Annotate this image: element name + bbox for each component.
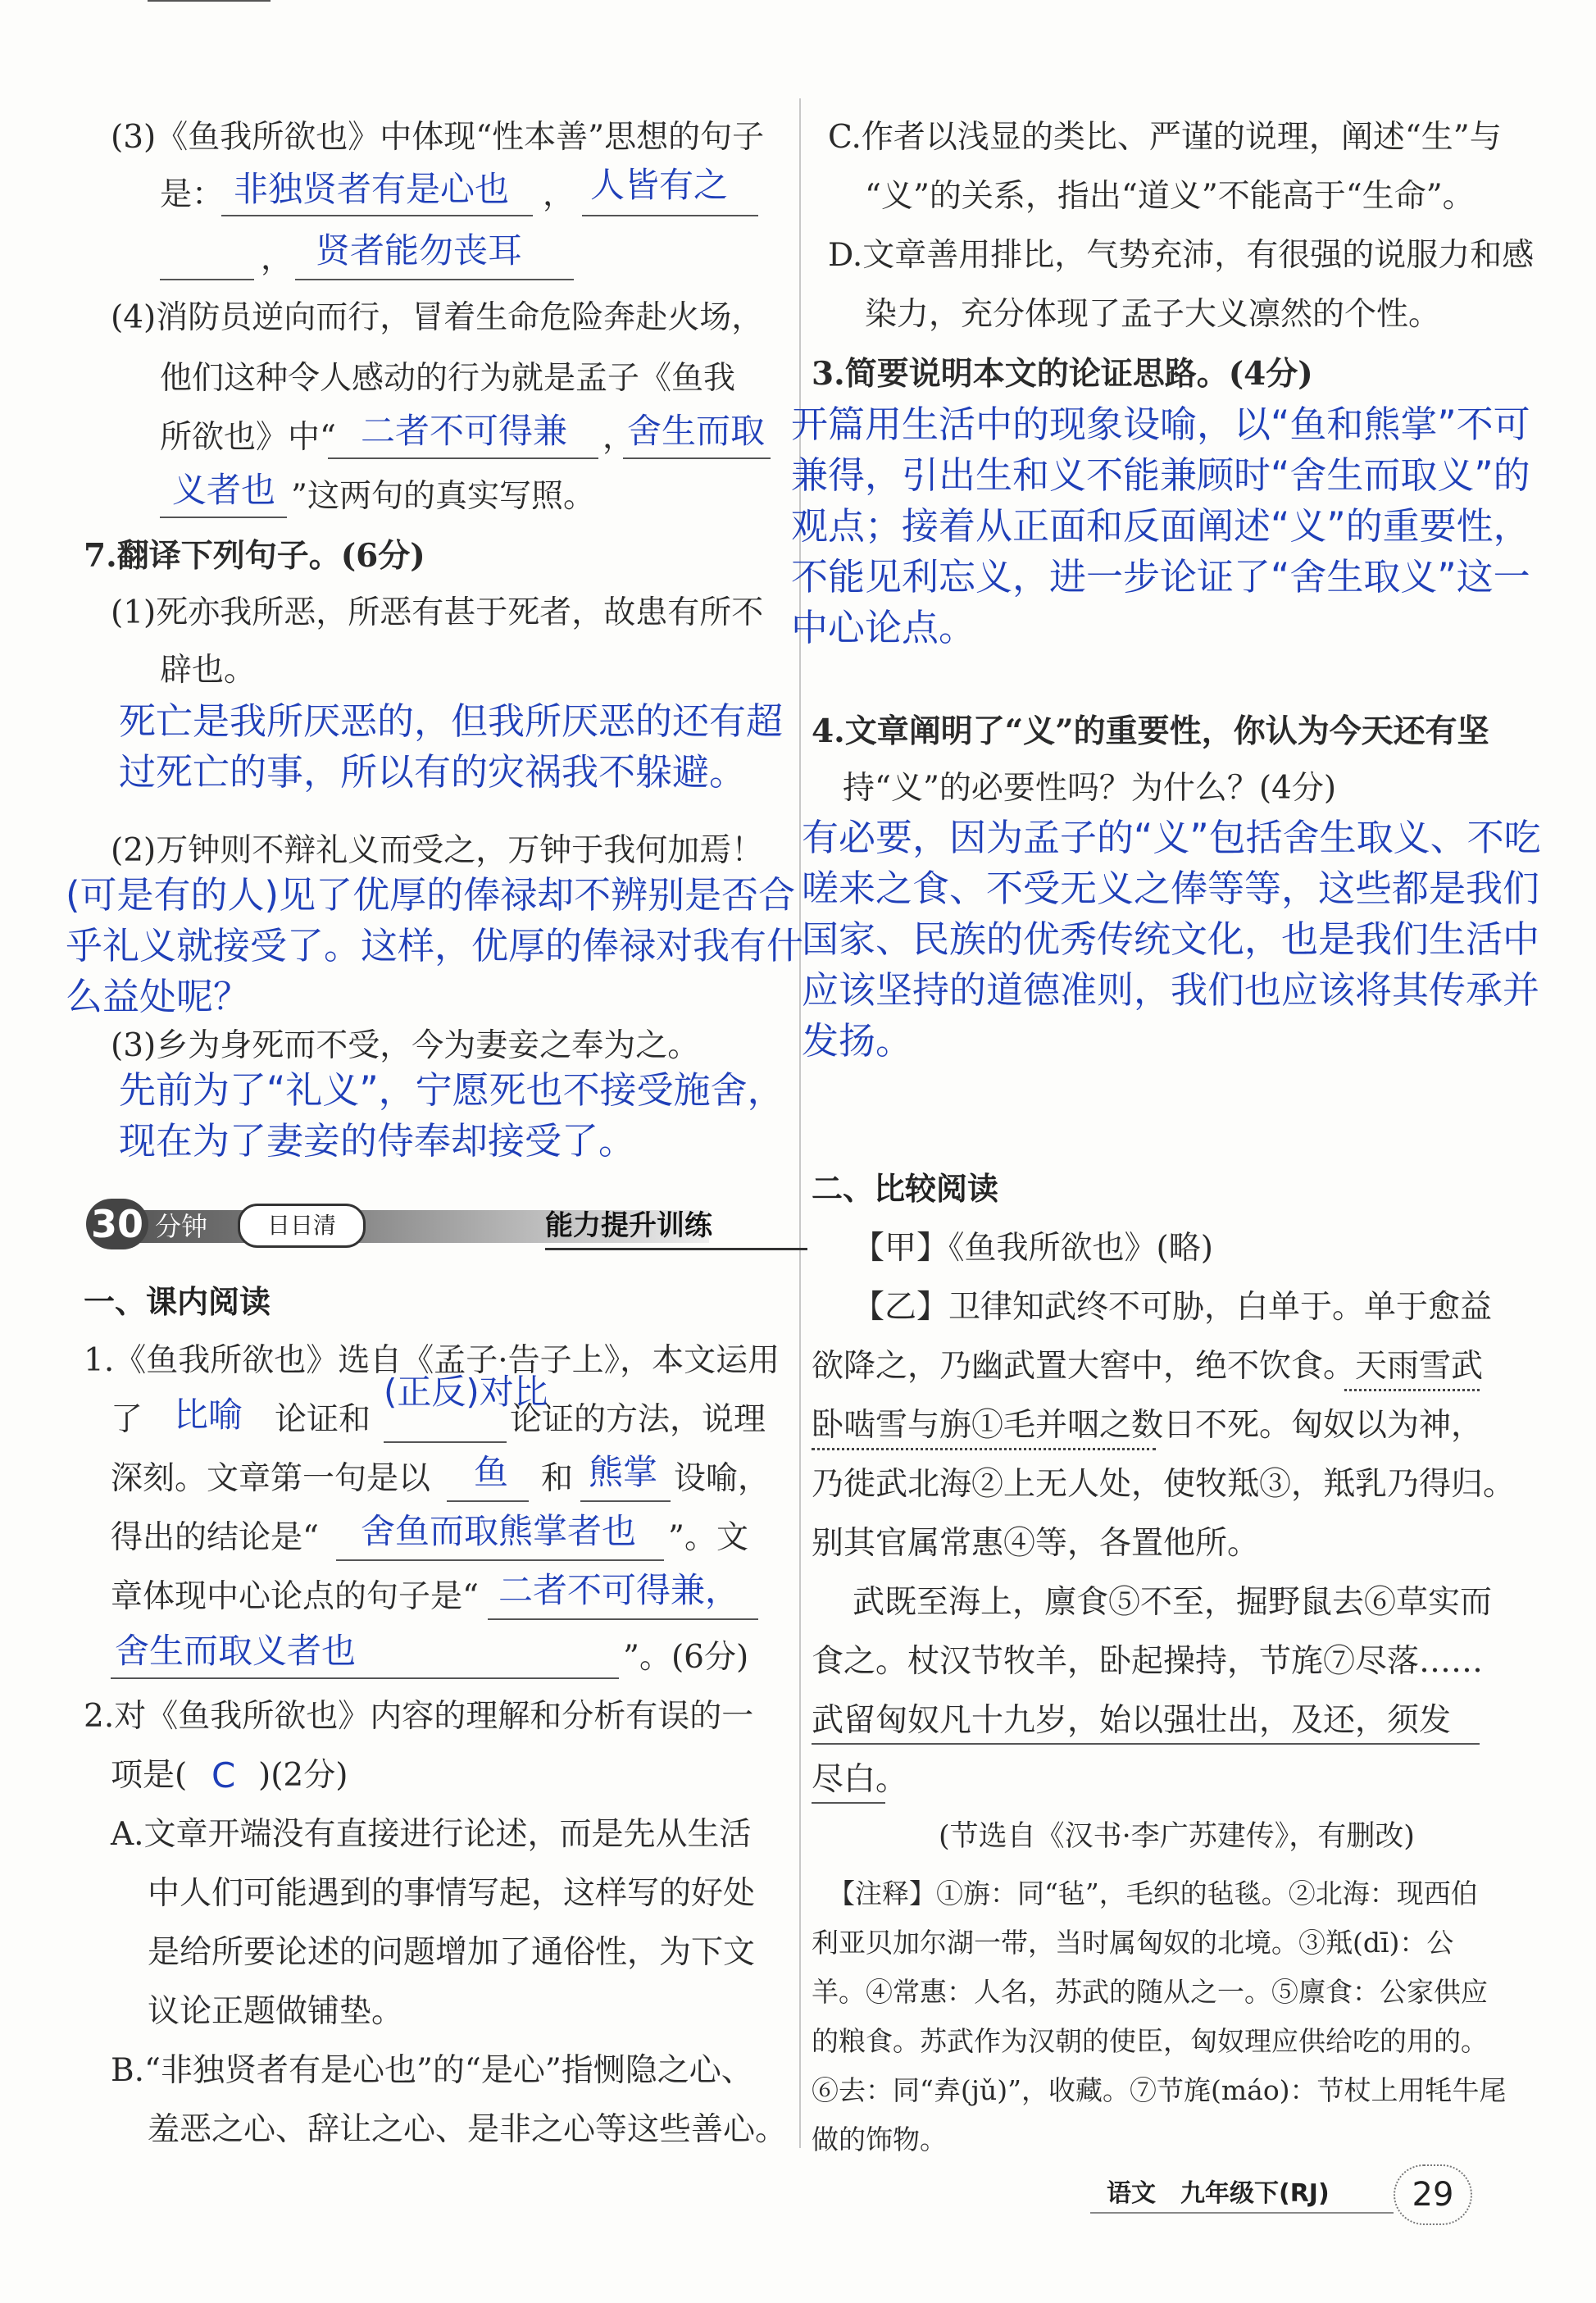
q6-4-prompt-c: 所欲也》中“ — [160, 419, 336, 456]
passage-yi-1: 【乙】卫律知武终不可胁，白单于。单于愈益 — [853, 1289, 1493, 1326]
blank-line — [160, 279, 254, 280]
comma: ， — [543, 176, 575, 213]
blank-line — [623, 457, 771, 459]
option-d-line1: D.文章善用排比，气势充沛，有很强的说服力和感 — [828, 237, 1535, 274]
q1-prompt-b2: 论证和 — [275, 1401, 371, 1438]
q3-answer-4: 不能见利忘义，进一步论证了“舍生取义”这一 — [791, 555, 1530, 599]
q1-answer-3: 鱼 — [474, 1452, 509, 1492]
blank-line — [160, 517, 287, 518]
banner-unit: 分钟 — [155, 1211, 208, 1242]
q1-prompt-c2: 和 — [541, 1460, 574, 1497]
q3-answer-3: 观点；接着从正面和反面阐述“义”的重要性， — [791, 504, 1530, 548]
passage-source: (节选自《汉书·李广苏建传》，有删改) — [939, 1820, 1415, 1853]
q7-1-answer-a: 死亡是我所厌恶的，但我所厌恶的还有超 — [119, 699, 784, 743]
blank-line — [221, 215, 533, 216]
q7-2-answer-c: 么益处呢？ — [66, 975, 251, 1018]
q3-answer-1: 开篇用生活中的现象设喻，以“鱼和熊掌”不可 — [791, 403, 1530, 446]
q1-prompt-c3: 设喻， — [674, 1460, 771, 1497]
q6-4-answer-1: 二者不可得兼 — [361, 411, 568, 451]
q4-answer-5: 发扬。 — [802, 1019, 913, 1063]
q6-4-answer-2: 舍生而取 — [627, 411, 766, 451]
note-line-5: ⑥去：同“弆(jǔ)”，收藏。⑦节旄(máo)：节杖上用牦牛尾 — [812, 2074, 1507, 2106]
blank-line — [582, 215, 758, 216]
option-b-line2: 羞恶之心、辞让之心、是非之心等这些善心。 — [148, 2111, 788, 2148]
section-heading-2: 二、比较阅读 — [812, 1171, 999, 1207]
option-a-line2: 中人们可能遇到的事情写起，这样写的好处 — [148, 1875, 756, 1912]
option-d-line2: 染力，充分体现了孟子大义凛然的个性。 — [865, 296, 1441, 333]
comma: ， — [261, 240, 293, 277]
q4-title-1: 4.文章阐明了“义”的重要性，你认为今天还有坚 — [812, 712, 1489, 750]
q6-3-answer-1: 非独贤者有是心也 — [234, 169, 510, 209]
q4-answer-2: 嗟来之食、不受无义之俸等等，这些都是我们 — [802, 867, 1540, 910]
option-a-line4: 议论正题做铺垫。 — [148, 1993, 404, 2030]
q1-prompt-a: 1.《鱼我所欲也》选自《孟子·告子上》，本文运用 — [84, 1342, 780, 1379]
q1-prompt-d2: ”。文 — [668, 1519, 748, 1556]
q1-answer-6: 二者不可得兼， — [498, 1570, 740, 1610]
comma: ， — [602, 419, 635, 456]
q2-prompt-a: 2.对《鱼我所欲也》内容的理解和分析有误的一 — [84, 1698, 754, 1735]
q7-1-prompt-a: (1)死亦我所恶，所恶有甚于死者，故患有所不 — [111, 594, 764, 631]
q3-answer-2: 兼得，引出生和义不能兼顾时“舍生而取义”的 — [791, 453, 1530, 497]
note-line-3: 羊。④常惠：人名，苏武的随从之一。⑤廪食：公家供应 — [812, 1976, 1488, 2008]
option-c-line2: “义”的关系，指出“道义”不能高于“生命”。 — [865, 178, 1475, 215]
q2-answer: C — [211, 1755, 236, 1796]
blank-line — [336, 1559, 664, 1561]
q2-prompt-b2: )(2分) — [258, 1757, 348, 1794]
wavy-underline — [1344, 1389, 1480, 1391]
q4-title-2: 持“义”的必要性吗？为什么？(4分) — [843, 770, 1337, 807]
footer-rule — [1090, 2212, 1394, 2214]
option-a-line3: 是给所要论述的问题增加了通俗性，为下文 — [148, 1934, 756, 1971]
blank-line — [488, 1618, 758, 1620]
q3-answer-5: 中心论点。 — [791, 606, 976, 649]
q6-4-prompt-d: ”这两句的真实写照。 — [291, 478, 595, 515]
q7-2-prompt: (2)万钟则不辩礼义而受之，万钟于我何加焉！ — [111, 832, 764, 869]
q1-answer-7: 舍生而取义者也 — [115, 1631, 357, 1671]
q1-answer-4: 熊掌 — [589, 1452, 658, 1492]
option-c-line1: C.作者以浅显的类比、严谨的说理，阐述“生”与 — [828, 119, 1502, 156]
section-heading-1: 一、课内阅读 — [84, 1284, 271, 1320]
q6-4-prompt-a: (4)消防员逆向而行，冒着生命危险奔赴火场， — [111, 299, 764, 336]
passage-yi-6: 武既至海上，廪食⑤不至，掘野鼠去⑥草实而 — [853, 1584, 1493, 1621]
banner-tag: 能力提升训练 — [545, 1209, 712, 1242]
passage-yi-8: 武留匈奴凡十九岁，始以强壮出，及还，须发 — [812, 1702, 1452, 1739]
q1-answer-2: (正反)对比 — [384, 1372, 548, 1412]
page-footer — [1090, 2164, 1516, 2222]
q6-3-prompt-b: 是： — [160, 176, 225, 213]
blank-line — [447, 1500, 529, 1502]
q6-4-prompt-b: 他们这种令人感动的行为就是孟子《鱼我 — [160, 360, 736, 397]
passage-yi-9: 尽白。 — [812, 1761, 908, 1798]
note-line-6: 做的饰物。 — [812, 2123, 947, 2155]
note-line-2: 利亚贝加尔湖一带，当时属匈奴的北境。③羝(dī)：公 — [812, 1927, 1454, 1959]
blank-line — [384, 1441, 507, 1443]
q7-2-answer-a: (可是有的人)见了优厚的俸禄却不辨别是否合 — [66, 873, 796, 917]
q7-3-answer-b: 现在为了妻妾的侍奉却接受了。 — [119, 1119, 636, 1163]
q7-3-answer-a: 先前为了“礼义”，宁愿死也不接受施舍， — [119, 1068, 784, 1112]
wavy-underline — [812, 1448, 1156, 1450]
q7-1-answer-b: 过死亡的事，所以有的灾祸我不躲避。 — [119, 750, 747, 794]
passage-yi-2: 欲降之，乃幽武置大窖中，绝不饮食。天雨雪武 — [812, 1348, 1484, 1385]
q6-3-answer-3: 贤者能勿丧耳 — [316, 230, 523, 271]
q1-prompt-d1: 得出的结论是“ — [111, 1519, 319, 1556]
q1-prompt-c1: 深刻。文章第一句是以 — [111, 1460, 431, 1497]
q1-prompt-f2: ”。(6分) — [623, 1639, 749, 1676]
page-number: 29 — [1394, 2164, 1472, 2225]
banner-minutes: 30 — [86, 1199, 148, 1249]
passage-underline — [812, 1743, 1480, 1745]
passage-jia: 【甲】《鱼我所欲也》(略) — [853, 1230, 1213, 1267]
q6-4-answer-3: 义者也 — [172, 470, 276, 510]
passage-yi-7: 食之。杖汉节牧羊，卧起操持，节旄⑦尽落…… — [812, 1643, 1484, 1680]
q7-title: 7.翻译下列句子。(6分) — [84, 537, 425, 575]
q1-prompt-b3: 论证的方法，说理 — [510, 1401, 766, 1438]
section-banner — [86, 1199, 721, 1249]
blank-line — [580, 1500, 671, 1502]
blank-line — [295, 279, 574, 280]
banner-rule — [545, 1248, 807, 1250]
note-line-1: 【注释】①旃：同“毡”，毛织的毡毯。②北海：现西伯 — [828, 1877, 1478, 1909]
q1-prompt-e1: 章体现中心论点的句子是“ — [111, 1578, 479, 1615]
footer-subject: 语文 九年级下(RJ) — [1107, 2179, 1330, 2208]
note-line-4: 的粮食。苏武作为汉朝的使臣，匈奴理应供给吃的用的。 — [812, 2025, 1488, 2057]
q4-answer-3: 国家、民族的优秀传统文化，也是我们生活中 — [802, 917, 1540, 961]
q3-title: 3.简要说明本文的论证思路。(4分) — [812, 355, 1313, 393]
q7-3-prompt: (3)乡为身死而不受，今为妻妾之奉为之。 — [111, 1027, 700, 1064]
q7-2-answer-b: 乎礼义就接受了。这样，优厚的俸禄对我有什 — [66, 924, 804, 967]
q1-answer-5: 舍鱼而取熊掌者也 — [361, 1511, 637, 1551]
blank-line — [148, 0, 271, 2]
q1-answer-1: 比喻 — [174, 1395, 243, 1435]
q6-3-prompt: (3)《鱼我所欲也》中体现“性本善”思想的句子 — [111, 119, 765, 156]
passage-yi-5: 别其官属常惠④等，各置他所。 — [812, 1525, 1260, 1562]
q4-answer-1: 有必要，因为孟子的“义”包括舍生取义、不吃 — [802, 816, 1541, 859]
blank-line — [111, 1677, 619, 1679]
q6-3-answer-2: 人皆有之 — [590, 165, 729, 205]
option-a-line1: A.文章开端没有直接进行论述，而是先从生活 — [111, 1816, 752, 1853]
passage-yi-4: 乃徙武北海②上无人处，使牧羝③，羝乳乃得归。 — [812, 1466, 1516, 1503]
q2-prompt-b1: 项是( — [111, 1757, 188, 1794]
option-b-line1: B.“非独贤者有是心也”的“是心”指恻隐之心、 — [111, 2052, 753, 2089]
q7-1-prompt-b: 辟也。 — [160, 652, 257, 689]
passage-underline — [812, 1802, 885, 1804]
blank-line — [328, 457, 598, 459]
passage-yi-3: 卧啮雪与旃①毛并咽之数日不死。匈奴以为神， — [812, 1407, 1484, 1444]
q4-answer-4: 应该坚持的道德准则，我们也应该将其传承并 — [802, 968, 1540, 1012]
banner-badge: 日日清 — [238, 1204, 366, 1248]
q1-prompt-b1: 了 — [111, 1401, 143, 1438]
